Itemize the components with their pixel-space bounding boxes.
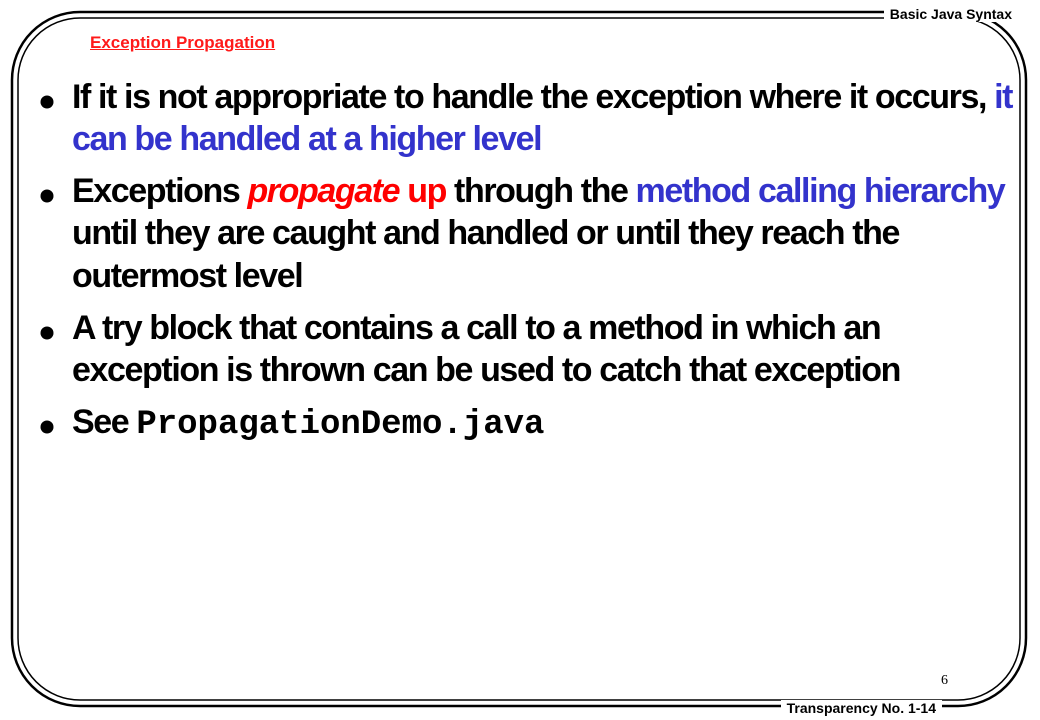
- course-title: Basic Java Syntax: [884, 6, 1018, 22]
- bullet-item: [38, 76, 1018, 160]
- bullet-item: [38, 170, 1018, 296]
- bullet-icon: [38, 418, 56, 436]
- bullet-text: See: [72, 403, 137, 442]
- bullet-text: Exceptions: [72, 172, 248, 211]
- bullet-text: until they are caught and handled or until they reach the outermost level: [72, 214, 899, 295]
- bullet-text: If it is not appropriate to handle the exception where it occurs,: [72, 78, 995, 116]
- bullet-text: through the: [446, 172, 636, 211]
- slide-title: Exception Propagation: [90, 33, 276, 52]
- bullet-list: [38, 76, 1018, 456]
- bullet-icon: [38, 187, 56, 205]
- bullet-text-highlight: it can be handled at a higher level: [72, 78, 1013, 159]
- bullet-icon: [38, 324, 56, 342]
- bullet-text-emphasis: up: [407, 172, 446, 211]
- bullet-text-emphasis: propagate: [247, 172, 400, 211]
- page-number: 6: [941, 673, 948, 688]
- bullet-text: A try block that contains a call to a method in which an exception is thrown can be used to catch that exception: [72, 308, 900, 389]
- bullet-item: [38, 401, 1018, 446]
- transparency-number: Transparency No. 1-14: [781, 700, 942, 716]
- bullet-icon: [38, 93, 56, 111]
- bullet-text-highlight: method calling hierarchy: [635, 172, 1005, 211]
- bullet-item: [38, 307, 1018, 391]
- code-filename: PropagationDemo.java: [136, 406, 545, 445]
